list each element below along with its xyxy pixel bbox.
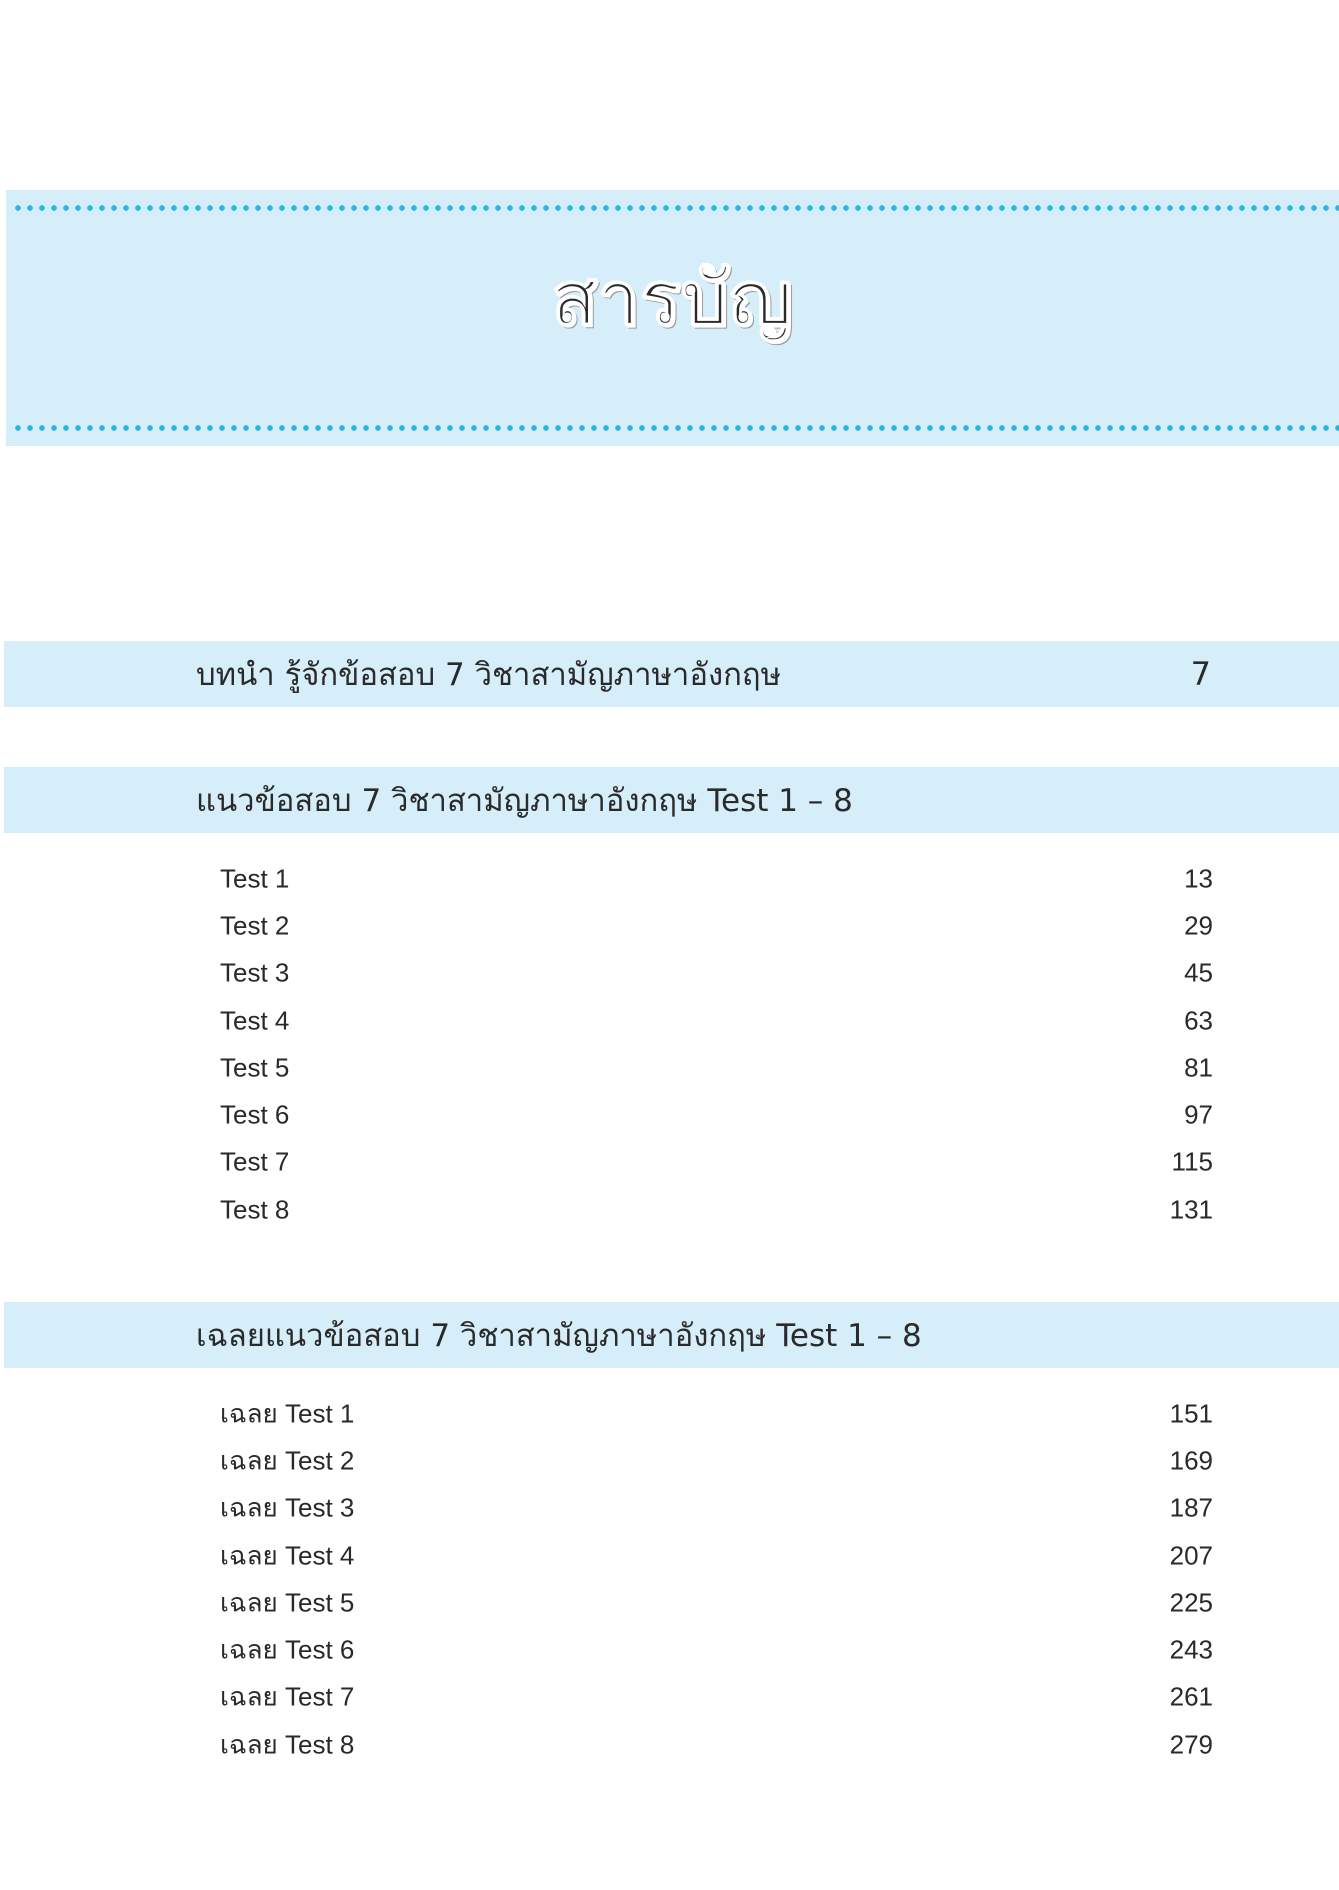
toc-entry-label: เฉลย Test 1 bbox=[220, 1398, 355, 1429]
toc-entry-test-3[interactable] bbox=[220, 950, 1213, 997]
toc-entry-answer-7[interactable] bbox=[220, 1674, 1213, 1721]
page-title: สารบัญ bbox=[551, 256, 794, 342]
toc-entry-page: 225 bbox=[1169, 1587, 1213, 1618]
toc-entry-label: เฉลย Test 7 bbox=[220, 1681, 355, 1712]
dotted-divider-bottom bbox=[12, 425, 1339, 431]
toc-entry-answer-6[interactable] bbox=[220, 1626, 1213, 1673]
section-answers-header bbox=[4, 1302, 1339, 1368]
toc-entry-page: 45 bbox=[1184, 957, 1213, 988]
dotted-divider-top bbox=[12, 205, 1339, 211]
toc-entry-test-7[interactable] bbox=[220, 1139, 1213, 1186]
toc-entry-label: เฉลย Test 2 bbox=[220, 1445, 355, 1476]
toc-entry-label: Test 3 bbox=[220, 957, 290, 988]
toc-entry-page: 261 bbox=[1169, 1681, 1213, 1712]
toc-entry-label: Test 4 bbox=[220, 1005, 290, 1036]
toc-entry-test-4[interactable] bbox=[220, 997, 1213, 1044]
answers-list bbox=[220, 1390, 1213, 1768]
toc-entry-page: 63 bbox=[1184, 1005, 1213, 1036]
toc-entry-test-2[interactable] bbox=[220, 902, 1213, 949]
toc-entry-page: 243 bbox=[1169, 1634, 1213, 1665]
toc-entry-page: 207 bbox=[1169, 1540, 1213, 1571]
toc-entry-page: 151 bbox=[1169, 1398, 1213, 1429]
toc-entry-test-6[interactable] bbox=[220, 1091, 1213, 1138]
toc-entry-label: Test 7 bbox=[220, 1146, 290, 1177]
section-intro-title: บทนำ รู้จักข้อสอบ 7 วิชาสามัญภาษาอังกฤษ bbox=[196, 657, 782, 693]
toc-entry-label: Test 2 bbox=[220, 910, 290, 941]
toc-entry-label: เฉลย Test 4 bbox=[220, 1540, 355, 1571]
section-intro-page: 7 bbox=[1190, 655, 1211, 693]
toc-entry-answer-3[interactable] bbox=[220, 1485, 1213, 1532]
toc-entry-answer-8[interactable] bbox=[220, 1721, 1213, 1768]
toc-entry-test-1[interactable] bbox=[220, 855, 1213, 902]
toc-entry-page: 169 bbox=[1169, 1445, 1213, 1476]
toc-entry-page: 13 bbox=[1184, 863, 1213, 894]
toc-entry-label: Test 5 bbox=[220, 1052, 290, 1083]
toc-entry-answer-1[interactable] bbox=[220, 1390, 1213, 1437]
toc-entry-page: 29 bbox=[1184, 910, 1213, 941]
section-tests-title: แนวข้อสอบ 7 วิชาสามัญภาษาอังกฤษ Test 1 – 8 bbox=[196, 783, 853, 819]
section-tests-header bbox=[4, 767, 1339, 833]
toc-entry-label: เฉลย Test 3 bbox=[220, 1492, 355, 1523]
toc-entry-label: Test 1 bbox=[220, 863, 290, 894]
toc-entry-page: 279 bbox=[1169, 1729, 1213, 1760]
toc-entry-page: 115 bbox=[1171, 1146, 1213, 1177]
toc-entry-page: 97 bbox=[1184, 1099, 1213, 1130]
toc-entry-label: Test 8 bbox=[220, 1194, 290, 1225]
toc-entry-label: เฉลย Test 6 bbox=[220, 1634, 355, 1665]
tests-list bbox=[220, 855, 1213, 1233]
toc-entry-label: เฉลย Test 5 bbox=[220, 1587, 355, 1618]
toc-entry-page: 81 bbox=[1184, 1052, 1213, 1083]
title-banner bbox=[6, 190, 1339, 446]
toc-entry-page: 187 bbox=[1169, 1492, 1213, 1523]
toc-entry-page: 131 bbox=[1169, 1194, 1213, 1225]
toc-entry-test-5[interactable] bbox=[220, 1044, 1213, 1091]
toc-entry-test-8[interactable] bbox=[220, 1186, 1213, 1233]
toc-entry-answer-4[interactable] bbox=[220, 1532, 1213, 1579]
toc-entry-label: เฉลย Test 8 bbox=[220, 1729, 355, 1760]
toc-entry-answer-2[interactable] bbox=[220, 1437, 1213, 1484]
toc-entry-answer-5[interactable] bbox=[220, 1579, 1213, 1626]
section-intro[interactable] bbox=[4, 641, 1339, 707]
toc-entry-label: Test 6 bbox=[220, 1099, 290, 1130]
section-answers-title: เฉลยแนวข้อสอบ 7 วิชาสามัญภาษาอังกฤษ Test 1 – 8 bbox=[196, 1318, 922, 1354]
